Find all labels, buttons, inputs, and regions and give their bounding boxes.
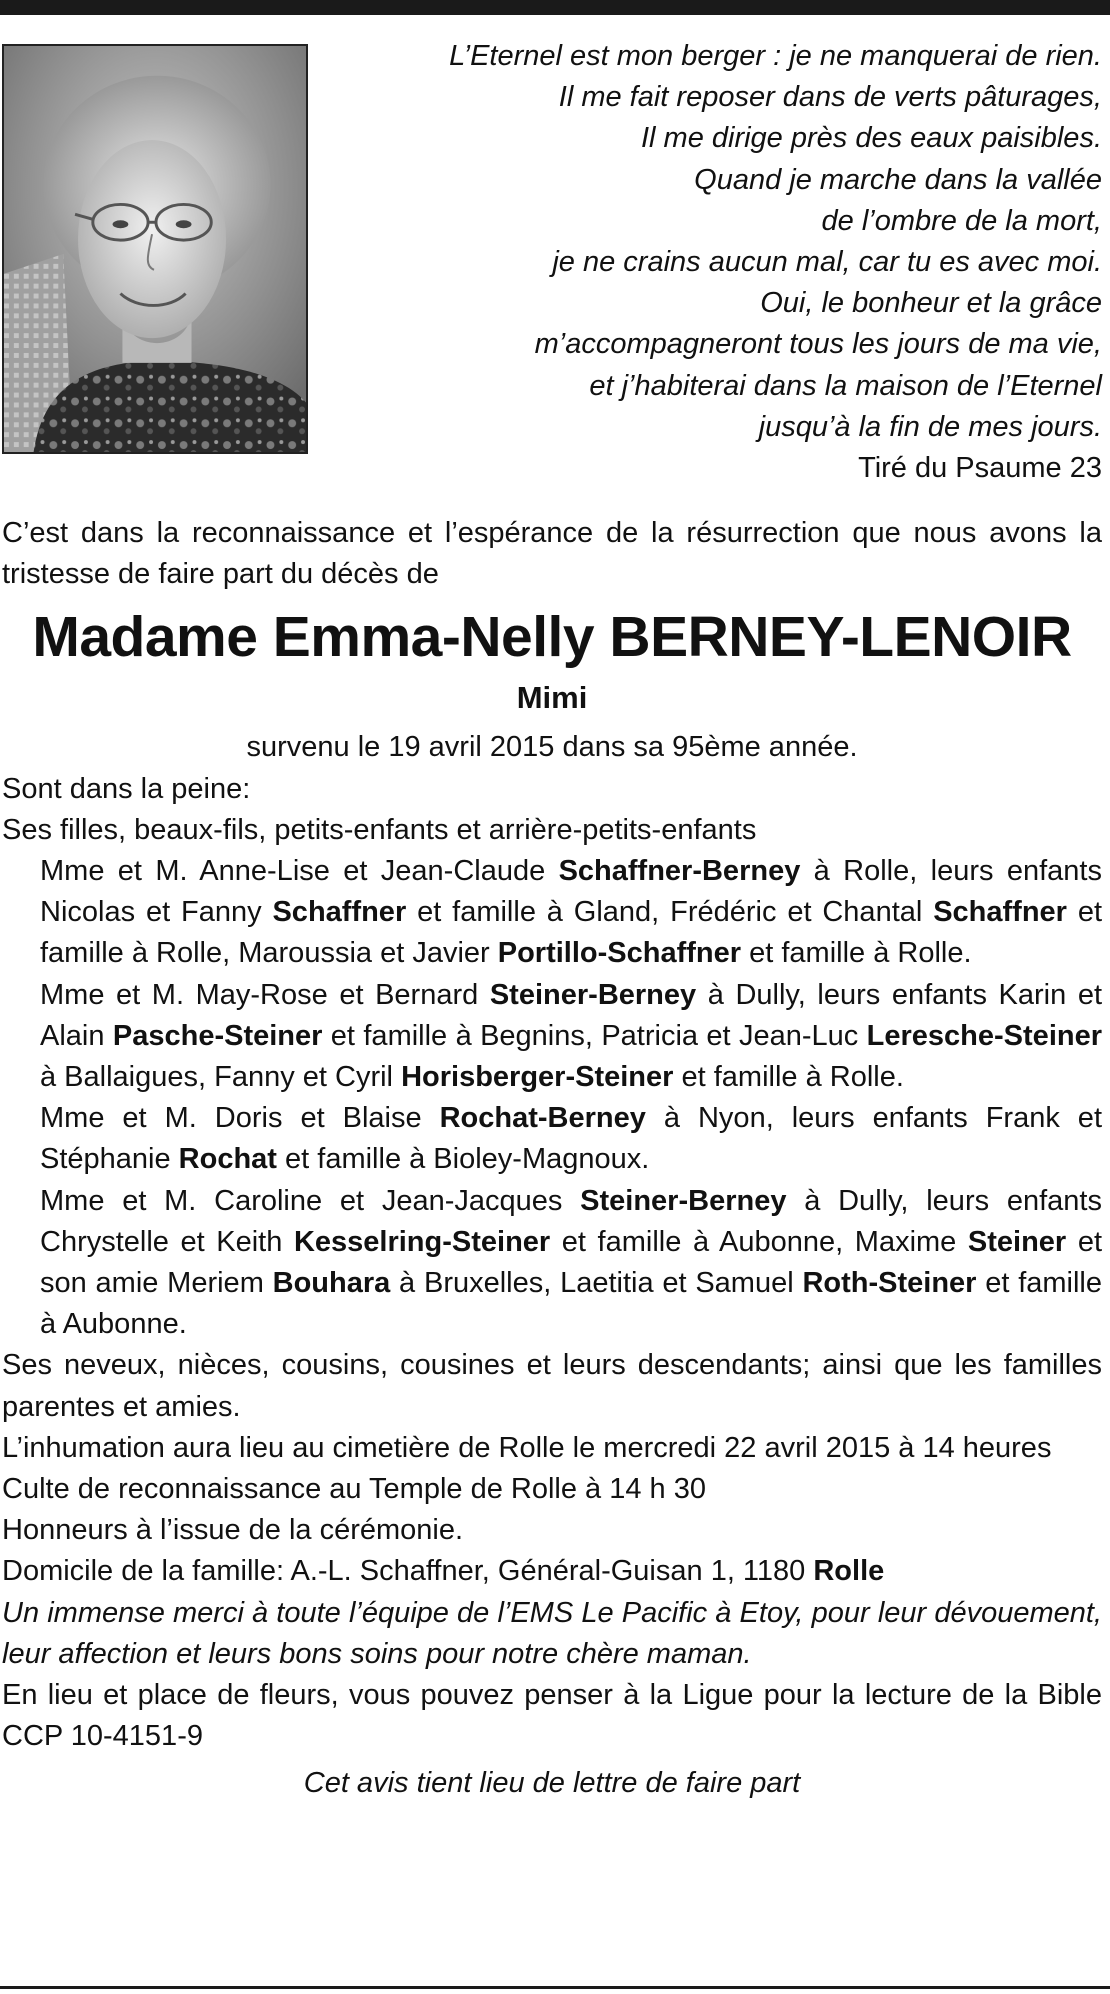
family-surname: Schaffner: [933, 896, 1067, 929]
family-surname: Pasche-Steiner: [112, 1019, 323, 1052]
family-surname: Steiner: [967, 1225, 1067, 1258]
family-text: et famille à Rolle.: [673, 1061, 904, 1094]
family-text: à Ballaigues, Fanny et Cyril: [40, 1061, 402, 1094]
service-info: Culte de reconnaissance au Temple de Rolle à 14 h 30: [2, 1473, 706, 1506]
passing-date: survenu le 19 avril 2015 dans sa 95ème année.: [246, 731, 858, 764]
portrait-photo: [2, 44, 308, 454]
family-surname: Schaffner: [272, 896, 407, 929]
psalm-line: Quand je marche dans la vallée: [694, 163, 1102, 196]
family-text: et famille à Aubonne.: [40, 1267, 1102, 1341]
family-text: et famille à Rolle, Maroussia et Javier: [40, 896, 1103, 970]
family-text: à Bruxelles, Laetitia et Samuel: [390, 1267, 803, 1300]
psalm-line: m’accompagneront tous les jours de ma vie,: [534, 328, 1102, 361]
donation-text: En lieu et place de fleurs, vous pouvez penser à la Ligue pour la lecture de la Bible CCP 10-4151-9: [2, 1679, 1102, 1753]
psalm-line: je ne crains aucun mal, car tu es avec moi.: [552, 246, 1102, 279]
family-surname: Kesselring-Steiner: [293, 1225, 551, 1258]
family-text: et famille à Rolle.: [741, 937, 972, 970]
psalm-line: L’Eternel est mon berger : je ne manquerai de rien.: [449, 40, 1102, 72]
family-entry: [2, 1181, 1102, 1346]
family-text: et famille à Begnins, Patricia et Jean-Luc: [322, 1019, 867, 1052]
psalm-line: Il me fait reposer dans de verts pâturages,: [558, 81, 1102, 114]
family-text: Mme et M. Caroline et Jean-Jacques: [40, 1184, 581, 1217]
family-text: à Dully, leurs enfants Karin et Alain: [40, 978, 1103, 1052]
family-surname: Leresche-Steiner: [866, 1019, 1102, 1052]
family-surname: Rochat: [178, 1143, 277, 1176]
family-text: et famille à Aubonne, Maxime: [550, 1225, 968, 1258]
footer-note: Cet avis tient lieu de lettre de faire part: [303, 1767, 801, 1800]
family-surname: Horisberger-Steiner: [401, 1061, 674, 1094]
family-surname: Rochat-Berney: [439, 1102, 646, 1135]
burial-info: L’inhumation aura lieu au cimetière de Rolle le mercredi 22 avril 2015 à 14 heures: [2, 1431, 1052, 1464]
family-entry: [2, 975, 1102, 1099]
family-surname: Portillo-Schaffner: [497, 937, 742, 970]
family-surname: Steiner-Berney: [580, 1184, 787, 1217]
psalm-line: Il me dirige près des eaux paisibles.: [640, 122, 1102, 155]
psalm-quote: [320, 36, 1102, 489]
psalm-source: Tiré du Psaume 23: [858, 452, 1102, 485]
family-text: et famille à Gland, Frédéric et Chantal: [406, 896, 934, 929]
family-text: à Nyon, leurs enfants Frank et Stéphanie: [40, 1102, 1102, 1176]
family-text: Mme et M. May-Rose et Bernard: [40, 978, 490, 1011]
family-text: Mme et M. Doris et Blaise: [40, 1102, 440, 1135]
thanks-text: Un immense merci à toute l’équipe de l’EMS Le Pacific à Etoy, pour leur dévouement, leur affection et leurs bons soins pour notre chère maman.: [2, 1596, 1102, 1670]
psalm-line: jusqu’à la fin de mes jours.: [758, 410, 1102, 443]
obituary-body: [2, 513, 1102, 1805]
portrait-illustration: [4, 46, 306, 452]
honours-info: Honneurs à l’issue de la cérémonie.: [2, 1514, 464, 1547]
psalm-line: Oui, le bonheur et la grâce: [760, 287, 1102, 320]
family-entry: [2, 851, 1102, 975]
family-text: et famille à Bioley-Magnoux.: [276, 1143, 650, 1176]
bottom-rule: [0, 1986, 1110, 1989]
domicile-city: Rolle: [813, 1555, 885, 1588]
mourners-subheading: Ses filles, beaux-fils, petits-enfants et arrière-petits-enfants: [2, 813, 757, 846]
deceased-name: Madame Emma-Nelly BERNEY-LENOIR: [32, 605, 1072, 670]
family-text: à Dully, leurs enfants Chrystelle et Keith: [40, 1184, 1102, 1258]
domicile-address: Domicile de la famille: A.-L. Schaffner, Général-Guisan 1, 1180: [2, 1555, 814, 1588]
deceased-nickname: Mimi: [516, 680, 588, 716]
relatives-text: Ses neveux, nièces, cousins, cousines et leurs descendants; ainsi que les familles parentes et amies.: [2, 1349, 1102, 1423]
top-rule: [0, 0, 1110, 15]
psalm-line: de l’ombre de la mort,: [821, 204, 1102, 237]
family-text: Mme et M. Anne-Lise et Jean-Claude: [40, 855, 559, 888]
family-surname: Schaffner-Berney: [558, 855, 801, 888]
mourners-heading: Sont dans la peine:: [2, 772, 251, 805]
family-domicile: [2, 1551, 1102, 1592]
family-text: à Rolle, leurs enfants Nicolas et Fanny: [40, 855, 1102, 929]
family-surname: Steiner-Berney: [489, 978, 697, 1011]
intro-text: C’est dans la reconnaissance et l’espérance de la résurrection que nous avons la tristesse de faire part du décès de: [2, 517, 1102, 591]
family-surname: Bouhara: [272, 1267, 391, 1300]
family-entry: [2, 1098, 1102, 1180]
psalm-line: et j’habiterai dans la maison de l’Eternel: [589, 369, 1102, 402]
family-surname: Roth-Steiner: [802, 1267, 977, 1300]
family-text: et son amie Meriem: [40, 1225, 1102, 1300]
